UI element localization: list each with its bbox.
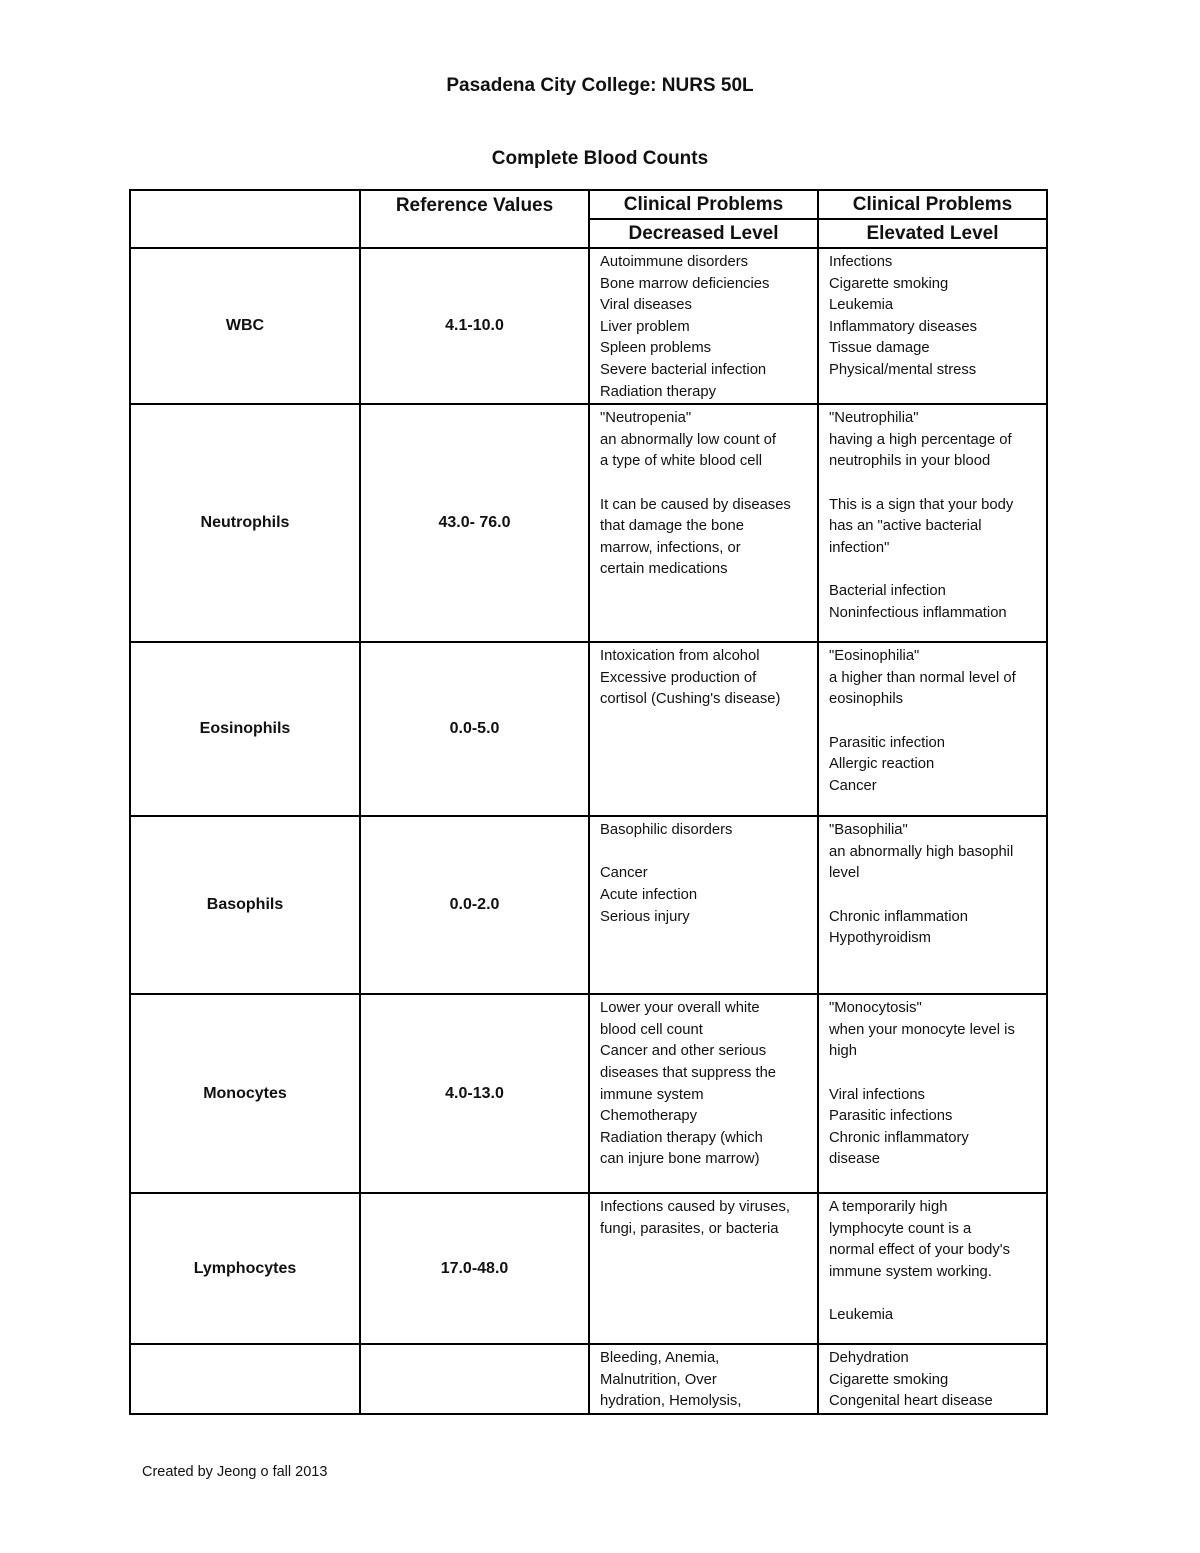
decreased-level-text: Basophilic disorders Cancer Acute infection Serious injury (589, 816, 818, 994)
reference-value: 43.0- 76.0 (360, 404, 589, 642)
table-row-wbc (130, 248, 1047, 404)
reference-value (360, 1344, 589, 1414)
table-row-neutrophils (130, 404, 1047, 642)
header-clinical-problems-decreased: Clinical Problems (589, 190, 818, 219)
row-label: Lymphocytes (130, 1193, 360, 1344)
table-row-basophils (130, 816, 1047, 994)
row-label: Eosinophils (130, 642, 360, 816)
decreased-level-text: Lower your overall white blood cell count Cancer and other serious diseases that suppress the immune system Chemotherapy Radiation therapy (which can injure bone marrow) (589, 994, 818, 1193)
header-clinical-problems-elevated: Clinical Problems (818, 190, 1047, 219)
elevated-level-text: Dehydration Cigarette smoking Congenital heart disease (818, 1344, 1047, 1414)
reference-value: 4.1-10.0 (360, 248, 589, 404)
row-label: Monocytes (130, 994, 360, 1193)
table-row-last (130, 1344, 1047, 1414)
header-elevated-level: Elevated Level (818, 219, 1047, 248)
row-label: WBC (130, 248, 360, 404)
table-row-eosinophils (130, 642, 1047, 816)
header-row-1 (130, 190, 1047, 219)
row-label: Neutrophils (130, 404, 360, 642)
reference-value: 17.0-48.0 (360, 1193, 589, 1344)
elevated-level-text: "Basophilia" an abnormally high basophil level Chronic inflammation Hypothyroidism (818, 816, 1047, 994)
elevated-level-text: "Neutrophilia" having a high percentage of neutrophils in your blood This is a sign that your body has an "active bacterial infection" Bacterial infection Noninfectious inflammation (818, 404, 1047, 642)
elevated-level-text: "Eosinophilia" a higher than normal level of eosinophils Parasitic infection Allergic reaction Cancer (818, 642, 1047, 816)
decreased-level-text: Autoimmune disorders Bone marrow deficiencies Viral diseases Liver problem Spleen problems Severe bacterial infection Radiation therapy (589, 248, 818, 404)
document-subtitle: Complete Blood Counts (491, 148, 709, 169)
decreased-level-text: "Neutropenia" an abnormally low count of a type of white blood cell It can be caused by diseases that damage the bone marrow, infections, or certain medications (589, 404, 818, 642)
table-row-lymphocytes (130, 1193, 1047, 1344)
row-label (130, 1344, 360, 1414)
elevated-level-text: "Monocytosis" when your monocyte level is high Viral infections Parasitic infections Chronic inflammatory disease (818, 994, 1047, 1193)
decreased-level-text: Infections caused by viruses, fungi, parasites, or bacteria (589, 1193, 818, 1344)
reference-value: 0.0-2.0 (360, 816, 589, 994)
header-blank-cell (130, 190, 360, 248)
reference-value: 0.0-5.0 (360, 642, 589, 816)
decreased-level-text: Bleeding, Anemia, Malnutrition, Over hydration, Hemolysis, (589, 1344, 818, 1414)
elevated-level-text: A temporarily high lymphocyte count is a normal effect of your body's immune system working. Leukemia (818, 1193, 1047, 1344)
reference-value: 4.0-13.0 (360, 994, 589, 1193)
document-footer: Created by Jeong o fall 2013 (142, 1464, 328, 1480)
decreased-level-text: Intoxication from alcohol Excessive production of cortisol (Cushing's disease) (589, 642, 818, 816)
table-row-monocytes (130, 994, 1047, 1193)
cbc-table (129, 189, 1048, 1415)
header-decreased-level: Decreased Level (589, 219, 818, 248)
elevated-level-text: Infections Cigarette smoking Leukemia Inflammatory diseases Tissue damage Physical/mental stress (818, 248, 1047, 404)
document-title: Pasadena City College: NURS 50L (446, 75, 754, 96)
row-label: Basophils (130, 816, 360, 994)
header-reference-values: Reference Values (360, 190, 589, 248)
